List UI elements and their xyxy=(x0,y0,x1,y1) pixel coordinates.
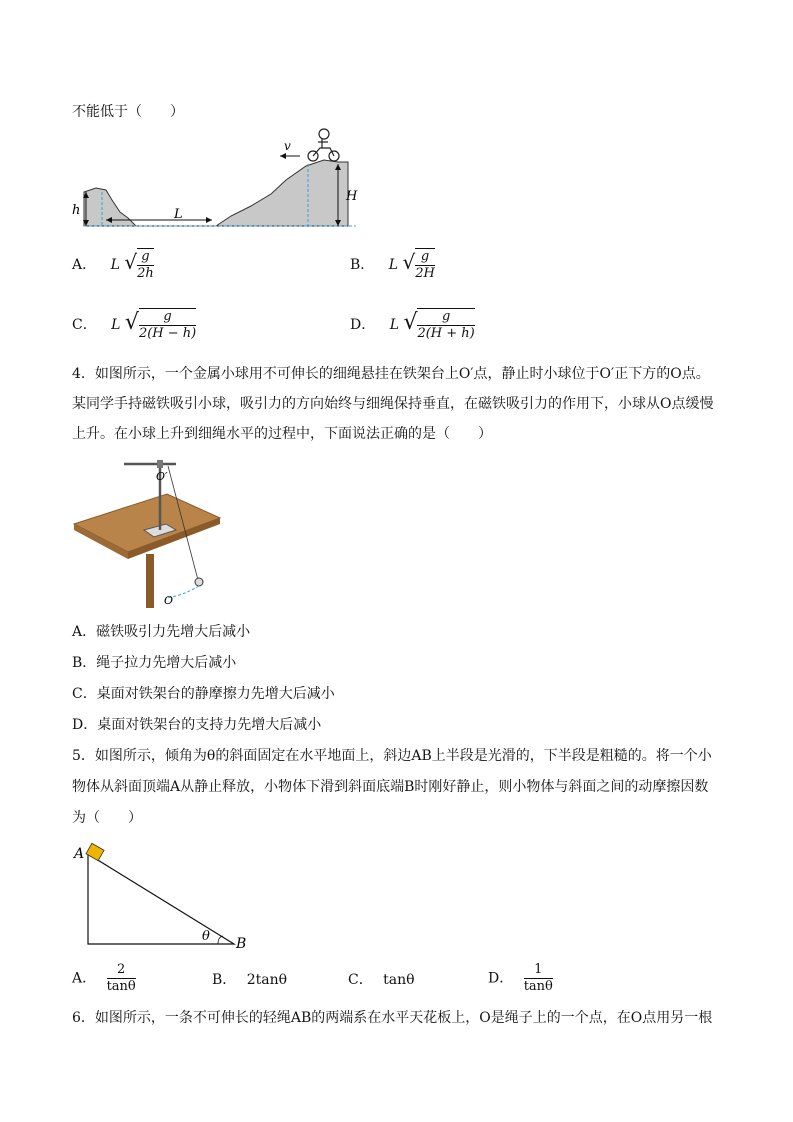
q4-line-1: 4．如图所示，一个金属小球用不可伸长的细绳悬挂在铁架台上O′点，静止时小球位于O′正下方的O点。 xyxy=(72,366,710,382)
label-A: A xyxy=(74,846,85,862)
q4-line-2: 某同学手持磁铁吸引小球，吸引力的方向始终与细绳保持垂直，在磁铁吸引力的作用下，小球从O点缓慢 xyxy=(72,396,714,412)
right-hill xyxy=(216,160,348,226)
q5-option-b[interactable]: B． 2tanθ xyxy=(212,972,288,988)
q5-option-c[interactable]: C． tanθ xyxy=(348,972,415,988)
q4-option-a[interactable]: A．磁铁吸引力先增大后减小 xyxy=(72,624,251,640)
incline-triangle xyxy=(88,854,234,944)
q5-incline-figure xyxy=(70,840,260,952)
label-H: H xyxy=(346,189,358,204)
q5-option-d[interactable]: D． $\frac{1}{\tan\theta}$ xyxy=(488,962,553,994)
q4-option-c[interactable]: C．桌面对铁架台的静摩擦力先增大后减小 xyxy=(72,686,335,702)
table-leg xyxy=(146,554,154,608)
label-o: O xyxy=(164,594,174,607)
block xyxy=(86,843,104,860)
q4-stand-figure xyxy=(72,454,232,610)
motorcycle-icon xyxy=(308,129,339,161)
q5-line-1: 5．如图所示，倾角为θ的斜面固定在水平地面上，斜边AB上半段是光滑的，下半段是粗糙的。将一个小 xyxy=(72,748,712,764)
q4-option-d[interactable]: D．桌面对铁架台的支持力先增大后减小 xyxy=(72,717,322,733)
q4-line-3: 上升。在小球上升到细绳水平的过程中，下面说法正确的是（ ） xyxy=(72,426,492,442)
q3-jump-figure xyxy=(66,122,366,234)
q5-line-3: 为（ ） xyxy=(72,810,142,826)
q3-option-a[interactable]: A． L √ $\frac{g}{2h}$ xyxy=(72,249,154,281)
label-theta: θ xyxy=(202,929,210,944)
q3-option-c[interactable]: C． L √ $\frac{g}{2(H - h)}$ xyxy=(72,309,197,341)
q4-option-b[interactable]: B．绳子拉力先增大后减小 xyxy=(72,655,237,671)
q3-option-d[interactable]: D． L √ $\frac{g}{2(H + h)}$ xyxy=(350,309,475,341)
table-top xyxy=(74,494,220,552)
q3-option-b[interactable]: B． L √ $\frac{g}{2H}$ xyxy=(350,249,435,281)
q5-option-a[interactable]: A． $\frac{2}{\tan\theta}$ xyxy=(72,962,136,994)
label-h: h xyxy=(72,203,81,218)
ball xyxy=(195,578,203,586)
q5-line-2: 物体从斜面顶端A从静止释放，小物体下滑到斜面底端B时刚好静止，则小物体与斜面之间的动摩擦因数 xyxy=(72,779,709,795)
label-v: v xyxy=(284,139,291,153)
q6-line-1: 6．如图所示，一条不可伸长的轻绳AB的两端系在水平天花板上，O是绳子上的一个点，在O点用另一根 xyxy=(72,1010,713,1026)
label-L: L xyxy=(174,207,183,222)
label-o-prime: O′ xyxy=(156,470,168,483)
label-B: B xyxy=(236,936,247,952)
q3-tail-text: 不能低于（ ） xyxy=(72,104,184,120)
